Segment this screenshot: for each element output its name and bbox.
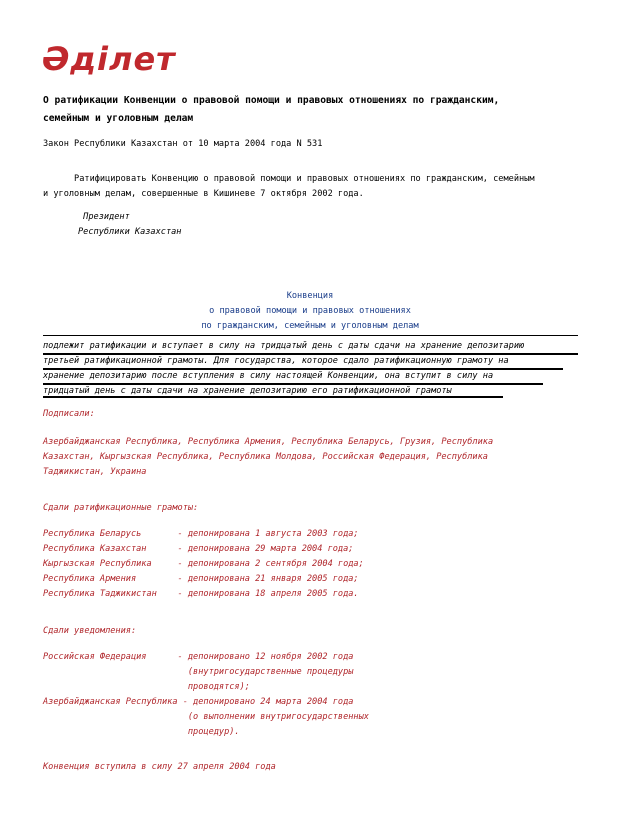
signature-line-1: Президент [78, 212, 130, 222]
note-underline-1 [43, 353, 578, 355]
note-underline-4 [43, 396, 503, 398]
ratified-row: Республика Беларусь - депонирована 1 августа 2003 года; [43, 529, 359, 539]
paragraph-line-1: Ратифицировать Конвенцию о правовой помощи и правовых отношениях по гражданским, семейным [43, 174, 535, 184]
title-line-1: О ратификации Конвенции о правовой помощи и правовых отношениях по гражданским, [43, 95, 500, 106]
law-reference: Закон Республики Казахстан от 10 марта 2004 года N 531 [43, 139, 323, 149]
note-line-1: подлежит ратификации и вступает в силу на тридцатый день с даты сдачи на хранение депозитарию [43, 341, 525, 351]
convention-line-2: о правовой помощи и правовых отношениях [209, 306, 411, 316]
entry-into-force: Конвенция вступила в силу 27 апреля 2004 года [43, 762, 276, 772]
adilet-logo: Әділет [42, 40, 176, 78]
notification-row: (внутригосударственные процедуры [43, 667, 354, 677]
note-line-4: тридцатый день с даты сдачи на хранение депозитарию его ратификационной грамоты [43, 386, 452, 396]
ratification-paragraph [43, 172, 535, 202]
signed-heading: Подписали: [43, 409, 95, 419]
signature-line-2: Республики Казахстан [78, 227, 182, 237]
note-underline-3 [43, 383, 543, 385]
ratified-row: Республика Казахстан - депонирована 29 марта 2004 года; [43, 544, 354, 554]
paragraph-line-2: и уголовным делам, совершенные в Кишиневе 7 октября 2002 года. [43, 189, 364, 199]
note-line-3: хранение депозитарию после вступления в силу настоящей Конвенции, она вступит в силу на [43, 371, 494, 381]
convention-heading [150, 289, 470, 334]
signed-line-3: Таджикистан, Украина [43, 467, 147, 477]
notifications-heading: Сдали уведомления: [43, 626, 137, 636]
ratified-row: Республика Армения - депонирована 21 января 2005 года; [43, 574, 359, 584]
note-line-2: третьей ратификационной грамоты. Для государства, которое сдало ратификационную грамоту на [43, 356, 509, 366]
signed-line-2: Казахстан, Кыргызская Республика, Республика Молдова, Российская Федерация, Республика [43, 452, 488, 462]
ratified-row: Республика Таджикистан - депонирована 18 апреля 2005 года. [43, 589, 359, 599]
convention-line-1: Конвенция [286, 291, 334, 301]
ratified-list [43, 527, 364, 602]
notification-row: (о выполнении внутригосударственных [43, 712, 369, 722]
notification-row: процедур). [43, 727, 240, 737]
convention-line-3: по гражданским, семейным и уголовным делам [201, 321, 419, 331]
separator-top [43, 335, 578, 336]
notification-row: Российская Федерация - депонировано 12 ноября 2002 года [43, 652, 354, 662]
ratified-row: Кыргызская Республика - депонирована 2 сентября 2004 года; [43, 559, 364, 569]
signature-block [78, 210, 181, 240]
ratified-heading: Сдали ратификационные грамоты: [43, 503, 199, 513]
signed-list [43, 435, 493, 480]
title-line-2: семейным и уголовным делам [43, 113, 194, 124]
note-underline-2 [43, 368, 563, 370]
notifications-list [43, 650, 369, 740]
signed-line-1: Азербайджанская Республика, Республика Армения, Республика Беларусь, Грузия, Республика [43, 437, 494, 447]
notification-row: Азербайджанская Республика - депонировано 24 марта 2004 года [43, 697, 354, 707]
document-title [43, 92, 499, 128]
notification-row: проводятся); [43, 682, 250, 692]
